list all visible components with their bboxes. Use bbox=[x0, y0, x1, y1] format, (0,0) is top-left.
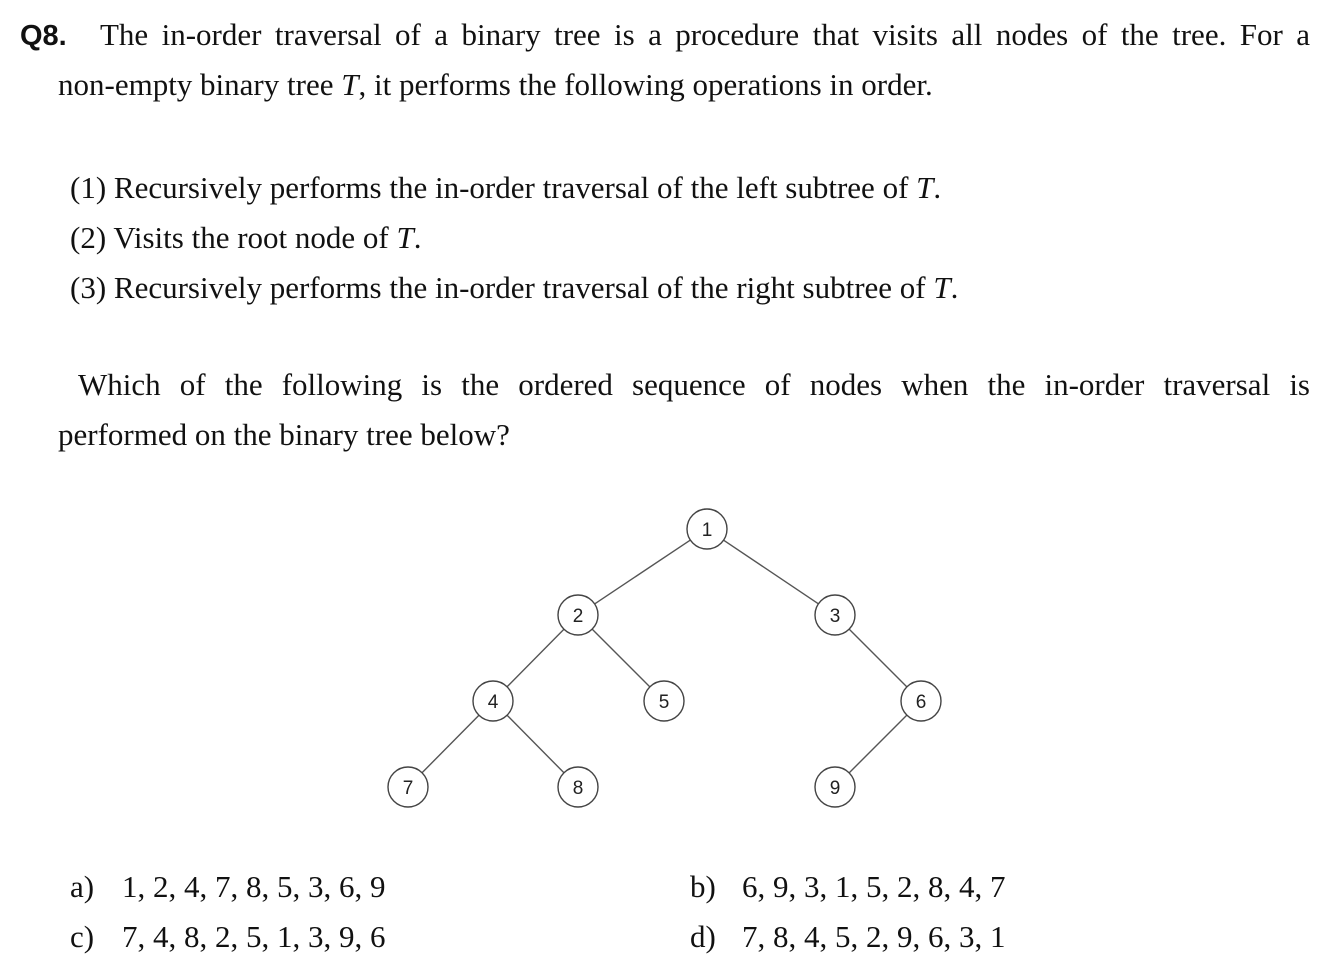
node-label-8: 8 bbox=[572, 778, 584, 799]
option-d[interactable] bbox=[690, 912, 1006, 962]
tree-node-4 bbox=[473, 681, 513, 721]
tree-node-1 bbox=[687, 509, 727, 549]
option-b-value: 6, 9, 3, 1, 5, 2, 8, 4, 7 bbox=[742, 869, 1006, 904]
question-ask-line2: performed on the binary tree below? bbox=[58, 417, 510, 452]
option-c-label: c) bbox=[70, 919, 95, 954]
edge-3-6 bbox=[849, 629, 907, 687]
tree-node-5 bbox=[644, 681, 684, 721]
edge-4-7 bbox=[422, 715, 479, 773]
node-label-5: 5 bbox=[658, 692, 670, 713]
step-2-var: T bbox=[396, 220, 414, 255]
intro-text: The in-order traversal of a binary tree is a procedure that visits all nodes of the tree. For a bbox=[100, 17, 1310, 52]
step-3-var: T bbox=[933, 270, 951, 305]
question-number: Q8. bbox=[20, 20, 67, 52]
edge-1-2 bbox=[595, 540, 691, 604]
node-label-1: 1 bbox=[701, 520, 713, 541]
tree-node-2 bbox=[558, 595, 598, 635]
step-3-text: (3) Recursively performs the in-order traversal of the right subtree of bbox=[70, 270, 934, 305]
option-a-value: 1, 2, 4, 7, 8, 5, 3, 6, 9 bbox=[122, 869, 386, 904]
option-c[interactable] bbox=[70, 912, 386, 962]
intro-line2-a: non-empty binary tree bbox=[58, 67, 342, 102]
step-3-end: . bbox=[950, 270, 959, 305]
tree-node-9 bbox=[815, 767, 855, 807]
edge-2-5 bbox=[592, 629, 650, 687]
tree-node-6 bbox=[901, 681, 941, 721]
node-label-7: 7 bbox=[402, 778, 414, 799]
option-a-label: a) bbox=[70, 869, 95, 904]
edge-1-3 bbox=[724, 540, 819, 604]
node-label-3: 3 bbox=[829, 606, 841, 627]
tree-edges bbox=[422, 540, 907, 773]
edge-4-8 bbox=[507, 715, 564, 773]
node-label-2: 2 bbox=[572, 606, 584, 627]
tree-node-8 bbox=[558, 767, 598, 807]
tree-node-7 bbox=[388, 767, 428, 807]
option-d-label: d) bbox=[690, 919, 716, 954]
step-2-text: (2) Visits the root node of bbox=[70, 220, 397, 255]
option-b[interactable] bbox=[690, 862, 1006, 912]
option-b-label: b) bbox=[690, 869, 716, 904]
step-2-end: . bbox=[413, 220, 422, 255]
edge-2-4 bbox=[507, 629, 564, 687]
option-c-value: 7, 4, 8, 2, 5, 1, 3, 9, 6 bbox=[122, 919, 386, 954]
tree-nodes bbox=[388, 509, 941, 807]
edge-6-9 bbox=[849, 715, 907, 773]
intro-line2-b: , it performs the following operations in order. bbox=[358, 67, 933, 102]
node-label-4: 4 bbox=[487, 692, 499, 713]
tree-node-3 bbox=[815, 595, 855, 635]
node-label-6: 6 bbox=[915, 692, 927, 713]
tree-variable: T bbox=[341, 67, 359, 102]
option-d-value: 7, 8, 4, 5, 2, 9, 6, 3, 1 bbox=[742, 919, 1006, 954]
step-1-var: T bbox=[916, 170, 934, 205]
node-label-9: 9 bbox=[829, 778, 841, 799]
step-1-end: . bbox=[933, 170, 942, 205]
step-1-text: (1) Recursively performs the in-order traversal of the left subtree of bbox=[70, 170, 917, 205]
question-ask-line1: Which of the following is the ordered sequence of nodes when the in-order traversal is bbox=[78, 367, 1310, 402]
option-a[interactable] bbox=[70, 862, 386, 912]
